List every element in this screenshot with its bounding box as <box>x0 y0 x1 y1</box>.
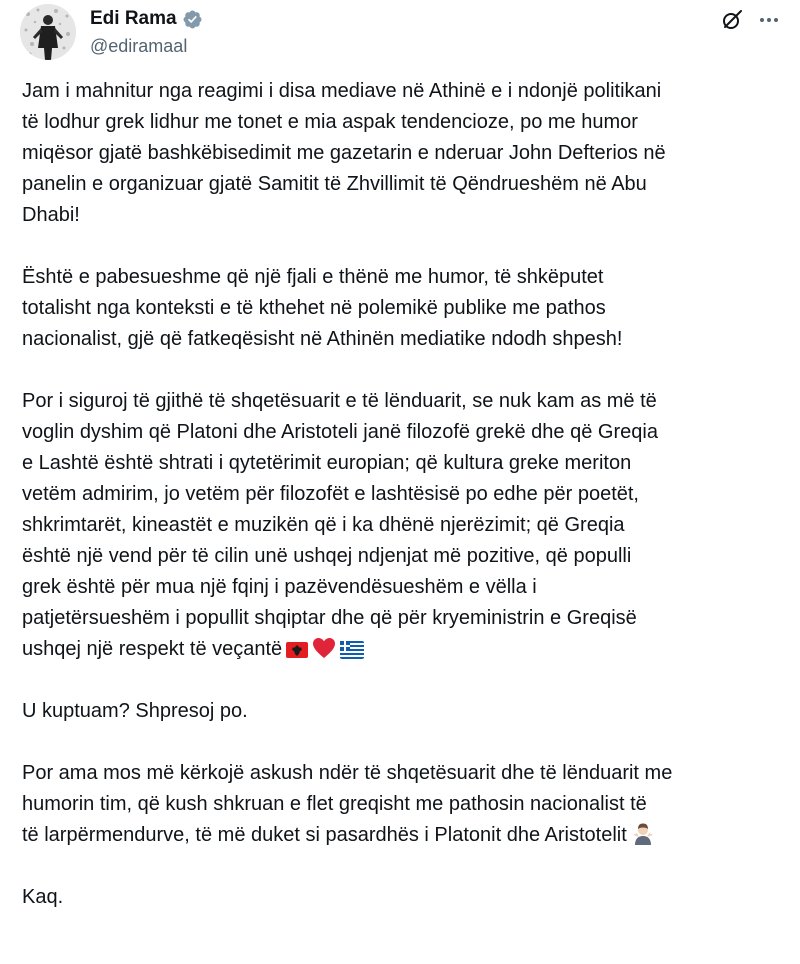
avatar[interactable] <box>20 4 76 60</box>
author-info <box>90 6 203 58</box>
post-text <box>22 76 792 944</box>
display-name[interactable]: Edi Rama <box>90 8 177 29</box>
paragraph-2: Është e pabesueshme që një fjali e thënë me humor, të shkëputet totalisht nga konteksti e të kthehet në polemikë publike me pathos nacionalist, gjë që fatkeqësisht në Athinën mediatike ndodh shpesh! <box>22 266 623 350</box>
paragraph-6: Kaq. <box>22 886 64 908</box>
handle[interactable]: @ediramaal <box>90 36 188 56</box>
greece-flag-icon <box>340 641 364 659</box>
name-row <box>90 6 203 32</box>
verified-badge-icon <box>182 9 203 30</box>
albania-flag-icon <box>286 641 308 659</box>
paragraph-5 <box>22 758 792 851</box>
paragraph-3 <box>22 386 792 665</box>
paragraph-3-text: Por i siguroj të gjithë të shqetësuarit e të lënduarit, se nuk kam as më të voglin dyshim që Platoni dhe Aristoteli janë filozofë grekë dhe që Greqia e Lashtë është shtrati i qytetërimit europian; që kultura greke meriton vetëm admirim, jo vetëm për filozofët e lashtësisë po edhe për poetët, shkrimtarët, kineastët e muzikën që i ka dhënë njerëzimit; që Greqia është një vend për të cilin unë ushqej ndjenjat më pozitive, që populli grek është për mua një fqinj i pazëvendësueshëm e vëlla i patjetërsueshëm i popullit shqiptar dhe që për kryeministrin e Greqisë ushqej një respekt të veçantë <box>22 390 658 660</box>
red-heart-icon <box>312 637 336 659</box>
more-options-icon[interactable] <box>757 8 781 32</box>
paragraph-4: U kuptuam? Shpresoj po. <box>22 700 248 722</box>
post-header <box>0 0 800 70</box>
grok-icon[interactable] <box>720 8 744 32</box>
paragraph-1: Jam i mahnitur nga reagimi i disa mediave në Athinë e i ndonjë politikani të lodhur grek lidhur me tonet e mia aspak tendencioze, po me humor miqësor gjatë bashkëbisedimit me gazetarin e nderuar John Defterios në panelin e organizuar gjatë Samitit të Zhvillimit të Qëndrueshëm në Abu Dhabi! <box>22 80 666 226</box>
man-shrugging-icon <box>631 821 655 845</box>
paragraph-5-text: Por ama mos më kërkojë askush ndër të shqetësuarit dhe të lënduarit me humorin tim, që kush shkruan e flet greqisht me pathosin nacionalist të të larpërmendurve, të më duket si pasardhës i Platonit dhe Aristotelit <box>22 762 673 846</box>
